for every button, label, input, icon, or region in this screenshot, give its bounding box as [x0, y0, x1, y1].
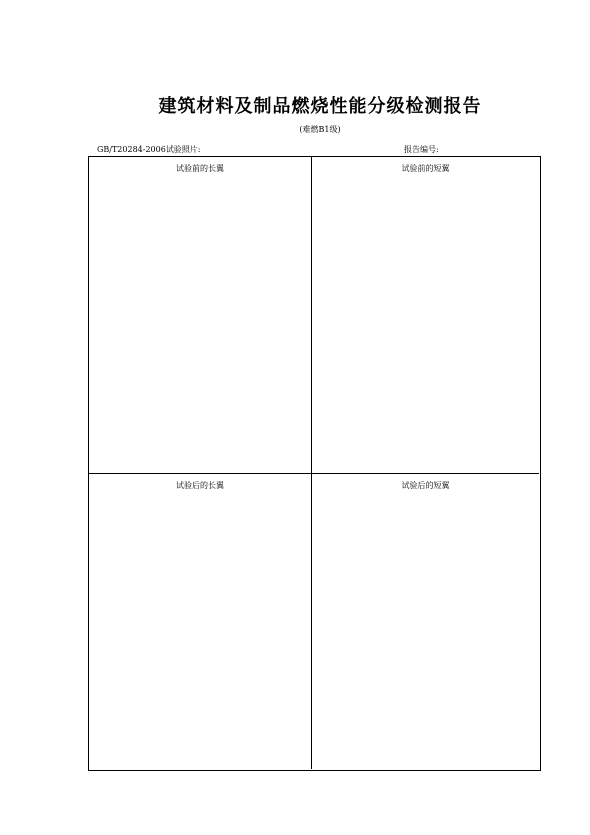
photo-cell-label: 试验前的短翼 — [401, 164, 450, 173]
standard-photo-label: GB/T20284-2006试验照片: — [97, 145, 201, 154]
photo-cell-label: 试验前的长翼 — [176, 164, 224, 173]
photo-cell-after-long-wing — [89, 474, 312, 769]
photo-cell-after-short-wing — [312, 474, 539, 769]
photo-cell-before-short-wing — [312, 157, 539, 474]
photo-cell-label: 试验后的长翼 — [176, 481, 224, 490]
report-subtitle: (难燃B1级) — [299, 125, 341, 134]
photo-cell-label: 试验后的短翼 — [401, 481, 450, 490]
report-title: 建筑材料及制品燃烧性能分级检测报告 — [158, 96, 482, 117]
photo-grid — [88, 156, 541, 771]
report-number-label: 报告编号: — [404, 145, 439, 154]
photo-cell-before-long-wing — [89, 157, 312, 474]
